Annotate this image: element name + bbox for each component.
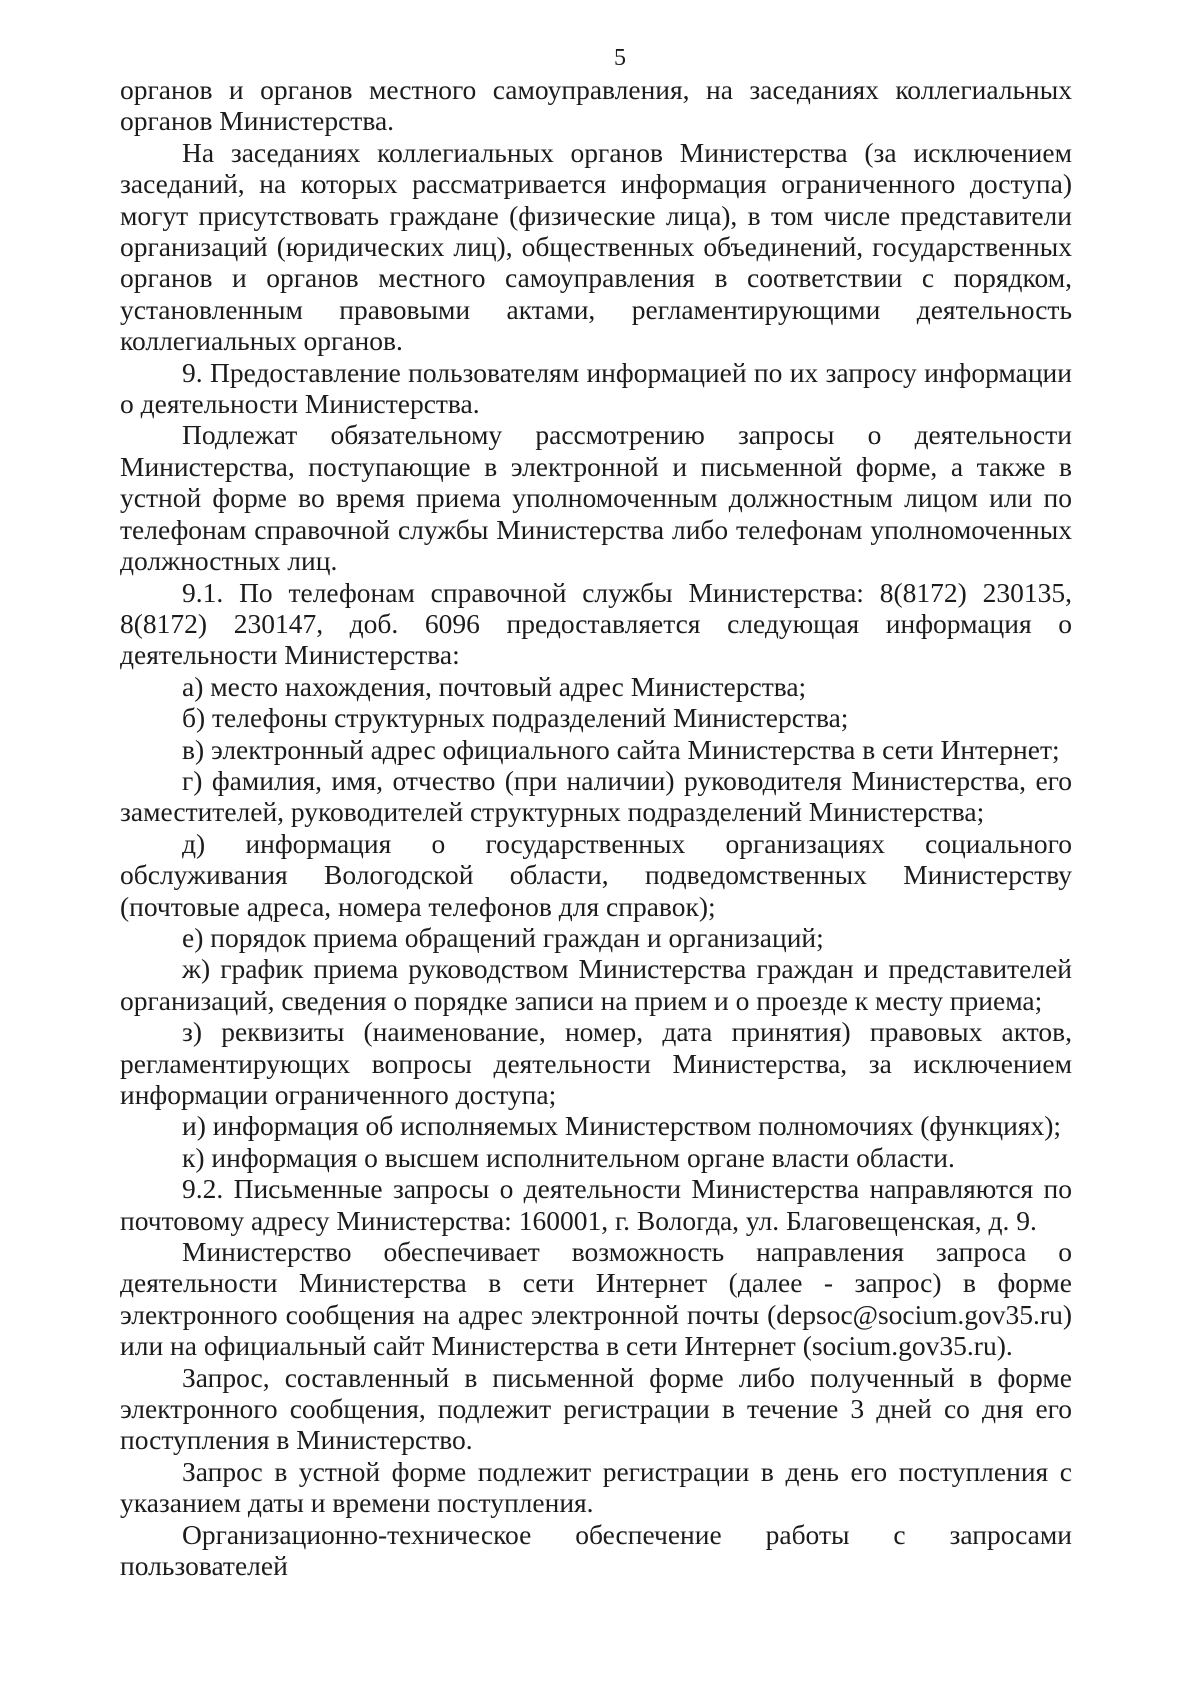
paragraph: б) телефоны структурных подразделений Министерства;	[182, 702, 849, 734]
paragraph: Запрос, составленный в письменной форме либо полученный в форме электронного сообщения, подлежит регистрации в течение 3 дней со дня его поступления в Министерство.	[120, 1361, 1072, 1456]
paragraph: д) информация о государственных организациях социального обслуживания Вологодской области, подведомственных Министерству (почтовые адреса, номера телефонов для справок);	[120, 827, 1072, 922]
paragraph: Министерство обеспечивает возможность направления запроса о деятельности Министерства в сети Интернет (далее - запрос) в форме электронного сообщения на адрес электронной почты (depsoc@socium.gov35.ru) или на официальный сайт Министерства в сети Интернет (socium.gov35.ru).	[120, 1236, 1072, 1362]
paragraph: На заседаниях коллегиальных органов Министерства (за исключением заседаний, на которых рассматривается информация ограниченного доступа) могут присутствовать граждане (физические лица), в том числе представители организаций (юридических лиц), общественных объединений, государственных органов и органов местного самоуправления в соответствии с порядком, установленным правовыми актами, регламентирующими деятельность коллегиальных органов.	[120, 136, 1072, 357]
paragraph: г) фамилия, имя, отчество (при наличии) руководителя Министерства, его заместителей, руководителей структурных подразделений Министерства;	[120, 764, 1072, 828]
paragraph: и) информация об исполняемых Министерством полномочиях (функциях);	[182, 1110, 1061, 1142]
paragraph: в) электронный адрес официального сайта Министерства в сети Интернет;	[182, 733, 1060, 765]
paragraph: ж) график приема руководством Министерства граждан и представителей организаций, сведения о порядке записи на прием и о проезде к месту приема;	[120, 953, 1072, 1016]
paragraph: з) реквизиты (наименование, номер, дата принятия) правовых актов, регламентирующих вопросы деятельности Министерства, за исключением информации ограниченного доступа;	[120, 1016, 1072, 1110]
paragraph: Организационно-техническое обеспечение работы с запросами пользователей	[120, 1518, 1072, 1582]
paragraph: 9.1. По телефонам справочной службы Министерства: 8(8172) 230135, 8(8172) 230147, доб. 6096 предоставляется следующая информация о деятельности Министерства:	[120, 576, 1072, 671]
paragraph: е) порядок приема обращений граждан и организаций;	[182, 921, 824, 953]
paragraph: 9.2. Письменные запросы о деятельности Министерства направляются по почтовому адресу Министерства: 160001, г. Вологда, ул. Благовещенская, д. 9.	[120, 1173, 1072, 1236]
paragraph: органов и органов местного самоуправления, на заседаниях коллегиальных органов Министерства.	[120, 74, 1072, 137]
paragraph: а) место нахождения, почтовый адрес Министерства;	[182, 670, 807, 702]
paragraph: Подлежат обязательному рассмотрению запросы о деятельности Министерства, поступающие в электронной и письменной форме, а также в устной форме во время приема уполномоченным должностным лицом или по телефонам справочной службы Министерства либо телефонам уполномоченных должностных лиц.	[120, 419, 1072, 577]
paragraph: к) информация о высшем исполнительном органе власти области.	[182, 1141, 955, 1173]
document-body	[120, 74, 1072, 1582]
paragraph: Запрос в устной форме подлежит регистрации в день его поступления с указанием даты и времени поступления.	[120, 1455, 1072, 1519]
page-number: 5	[614, 45, 626, 71]
paragraph: 9. Предоставление пользователям информацией по их запросу информации о деятельности Министерства.	[120, 356, 1072, 420]
